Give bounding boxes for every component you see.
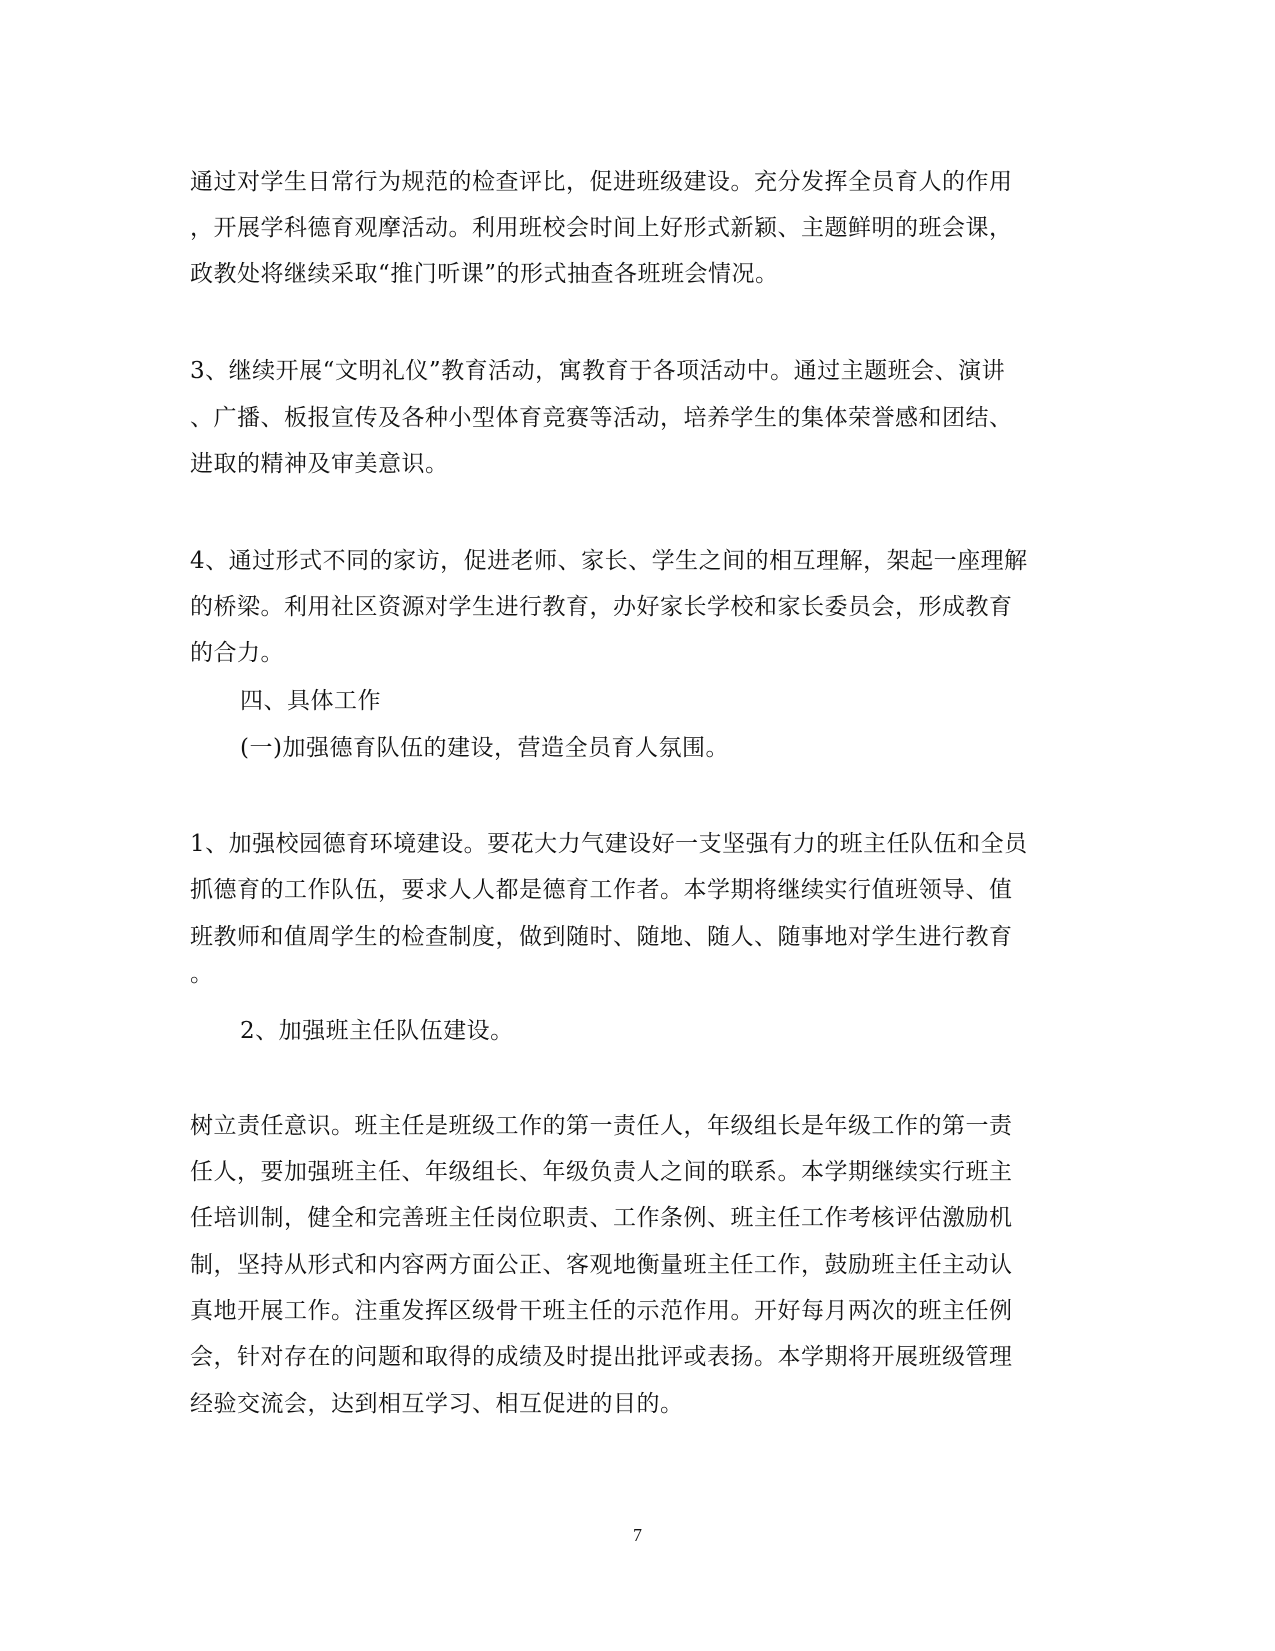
text-line: 的桥梁。利用社区资源对学生进行教育，办好家长学校和家长委员会，形成教育 — [190, 594, 1013, 620]
text-line: 通过对学生日常行为规范的检查评比，促进班级建设。充分发挥全员育人的作用 — [190, 169, 1013, 195]
text-line: 。 — [190, 961, 214, 987]
text-line: 抓德育的工作队伍，要求人人都是德育工作者。本学期将继续实行值班领导、值 — [190, 877, 1013, 903]
text-line: ，开展学科德育观摩活动。利用班校会时间上好形式新颖、主题鲜明的班会课， — [190, 215, 1013, 241]
text-line: 政教处将继续采取“推门听课”的形式抽查各班班会情况。 — [190, 261, 779, 287]
text-line: 真地开展工作。注重发挥区级骨干班主任的示范作用。开好每月两次的班主任例 — [190, 1298, 1013, 1324]
text-line: 任人，要加强班主任、年级组长、年级负责人之间的联系。本学期继续实行班主 — [190, 1159, 1013, 1185]
text-line: 1、加强校园德育环境建设。要花大力气建设好一支坚强有力的班主任队伍和全员 — [190, 831, 1028, 857]
subsection-heading: 2、加强班主任队伍建设。 — [240, 1018, 514, 1044]
page-number: 7 — [633, 1525, 642, 1545]
text-line: 制，坚持从形式和内容两方面公正、客观地衡量班主任工作，鼓励班主任主动认 — [190, 1252, 1013, 1278]
text-line: 任培训制，健全和完善班主任岗位职责、工作条例、班主任工作考核评估激励机 — [190, 1205, 1013, 1231]
text-line: 4、通过形式不同的家访，促进老师、家长、学生之间的相互理解，架起一座理解 — [190, 548, 1028, 574]
text-line: 经验交流会，达到相互学习、相互促进的目的。 — [190, 1391, 684, 1417]
text-line: 会，针对存在的问题和取得的成绩及时提出批评或表扬。本学期将开展班级管理 — [190, 1344, 1013, 1370]
text-line: 进取的精神及审美意识。 — [190, 451, 449, 477]
subsection-heading: (一)加强德育队伍的建设，营造全员育人氛围。 — [240, 735, 729, 761]
text-line: 班教师和值周学生的检查制度，做到随时、随地、随人、随事地对学生进行教育 — [190, 924, 1013, 950]
section-heading: 四、具体工作 — [240, 688, 381, 714]
text-line: 树立责任意识。班主任是班级工作的第一责任人，年级组长是年级工作的第一责 — [190, 1113, 1013, 1139]
text-line: 、广播、板报宣传及各种小型体育竞赛等活动，培养学生的集体荣誉感和团结、 — [190, 405, 1013, 431]
text-line: 3、继续开展“文明礼仪”教育活动，寓教育于各项活动中。通过主题班会、演讲 — [190, 358, 1006, 384]
text-line: 的合力。 — [190, 640, 284, 666]
